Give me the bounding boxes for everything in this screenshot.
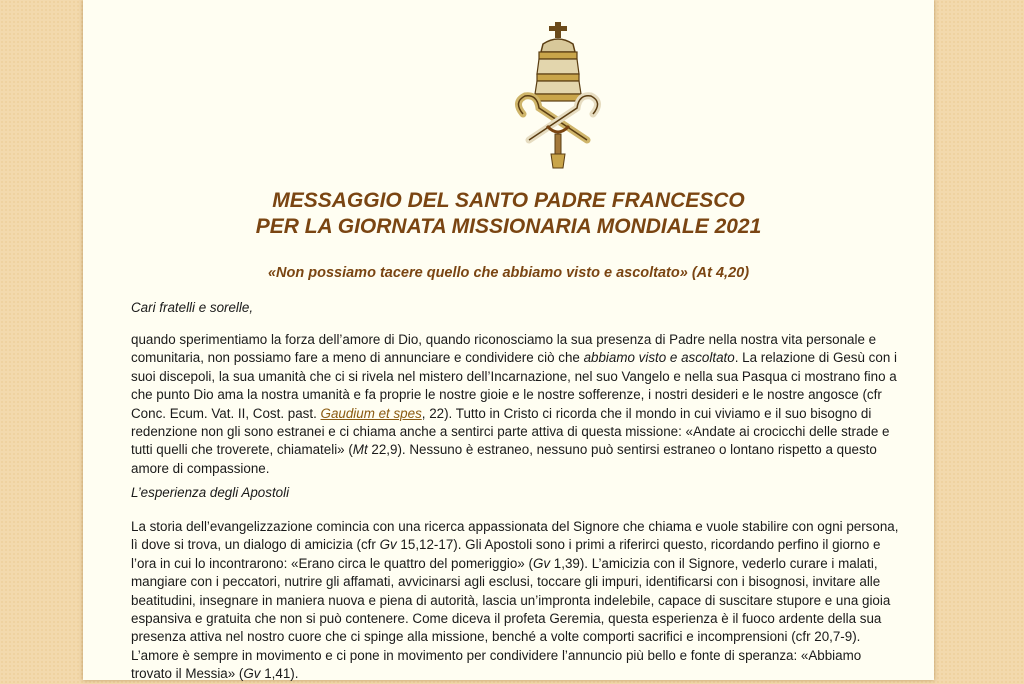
p2-emphasis-1: Gv <box>379 537 397 553</box>
p1-text-d: 22,9). Nessuno è estraneo, nessuno può sentirsi estraneo o lontano rispetto a questo amore di compassione. <box>131 442 877 476</box>
p2-emphasis-3: Gv <box>243 666 261 682</box>
p1-text-c: , 22). Tutto in Cristo ci ricorda che il mondo in cui viviamo e il suo bisogno di redenzione non gli sono estranei e ci chiama anche a sentirci parte attiva di questa missione: «Andate ai crocicchi delle strade e tutti quelli che troverete, chiamateli» ( <box>131 405 890 458</box>
p2-text-d: 1,41). <box>260 666 299 682</box>
message-motto: «Non possiamo tacere quello che abbiamo visto e ascoltato» (At 4,20) <box>267 265 750 281</box>
salutation: Cari fratelli e sorelle, <box>131 300 254 315</box>
p1-emphasis-2: Mt <box>352 442 368 458</box>
p1-text-a: quando sperimentiamo la forza dell’amore di Dio, quando riconosciamo la sua presenza di Padre nella nostra vita personale e comunitaria, non possiamo fare a meno di annunciare e condividere ciò che <box>131 332 877 366</box>
papal-crest-icon <box>503 22 613 170</box>
paragraph-1 <box>131 331 903 478</box>
gaudium-et-spes-link[interactable]: Gaudium et spes <box>320 405 422 421</box>
paragraph-2 <box>131 518 903 684</box>
section-heading: L’esperienza degli Apostoli <box>131 485 290 500</box>
p2-emphasis-2: Gv <box>532 555 551 571</box>
title-line-2: PER LA GIORNATA MISSIONARIA MONDIALE 2021 <box>255 215 762 238</box>
p2-text-c: 1,39). L’amicizia con il Signore, vederlo curare i malati, mangiare con i peccatori, nutrire gli affamati, avvicinarsi agli esclusi, toccare gli impuri, identificarsi con i bisognosi, invitare alle beatitudini, insegnare in maniera nuova e piena di autorità, lascia un’impronta indelebile, capace di suscitare stupore e una gioia espansiva e gratuita che non si può contenere. Come diceva il profeta Geremia, questa esperienza è il fuoco ardente della sua presenza attiva nel nostro cuore che ci spinge alla missione, benché a volte comporti sacrifici e incomprensioni (cfr 20,7-9). L’amore è sempre in movimento e ci pone in movimento per condividere l’annuncio più bello e fonte di speranza: «Abbiamo trovato il Messia» ( <box>131 555 891 682</box>
page-title <box>83 188 934 240</box>
p2-text-b: 15,12-17). Gli Apostoli sono i primi a riferirci questo, ricordando perfino il giorno e l’ora in cui lo incontrarono: «Erano circa le quattro del pomeriggio» ( <box>131 537 881 571</box>
p1-emphasis-1: abbiamo visto e ascoltato <box>583 350 735 366</box>
p2-text-a: La storia dell’evangelizzazione comincia con una ricerca appassionata del Signore che chiama e vuole stabilire con ogni persona, lì dove si trova, un dialogo di amicizia (cfr <box>131 519 899 553</box>
p1-text-b: . La relazione di Gesù con i suoi discepoli, la sua umanità che ci si rivela nel mistero dell’Incarnazione, nel suo Vangelo e nella sua Pasqua ci mostrano fino a che punto Dio ama la nostra umanità e fa proprie le nostre gioie e le nostre sofferenze, i nostri desideri e le nostre angosce (cfr Conc. Ecum. Vat. II, Cost. past. <box>131 350 897 421</box>
document-page <box>83 0 934 680</box>
title-line-1: MESSAGGIO DEL SANTO PADRE FRANCESCO <box>272 189 745 212</box>
